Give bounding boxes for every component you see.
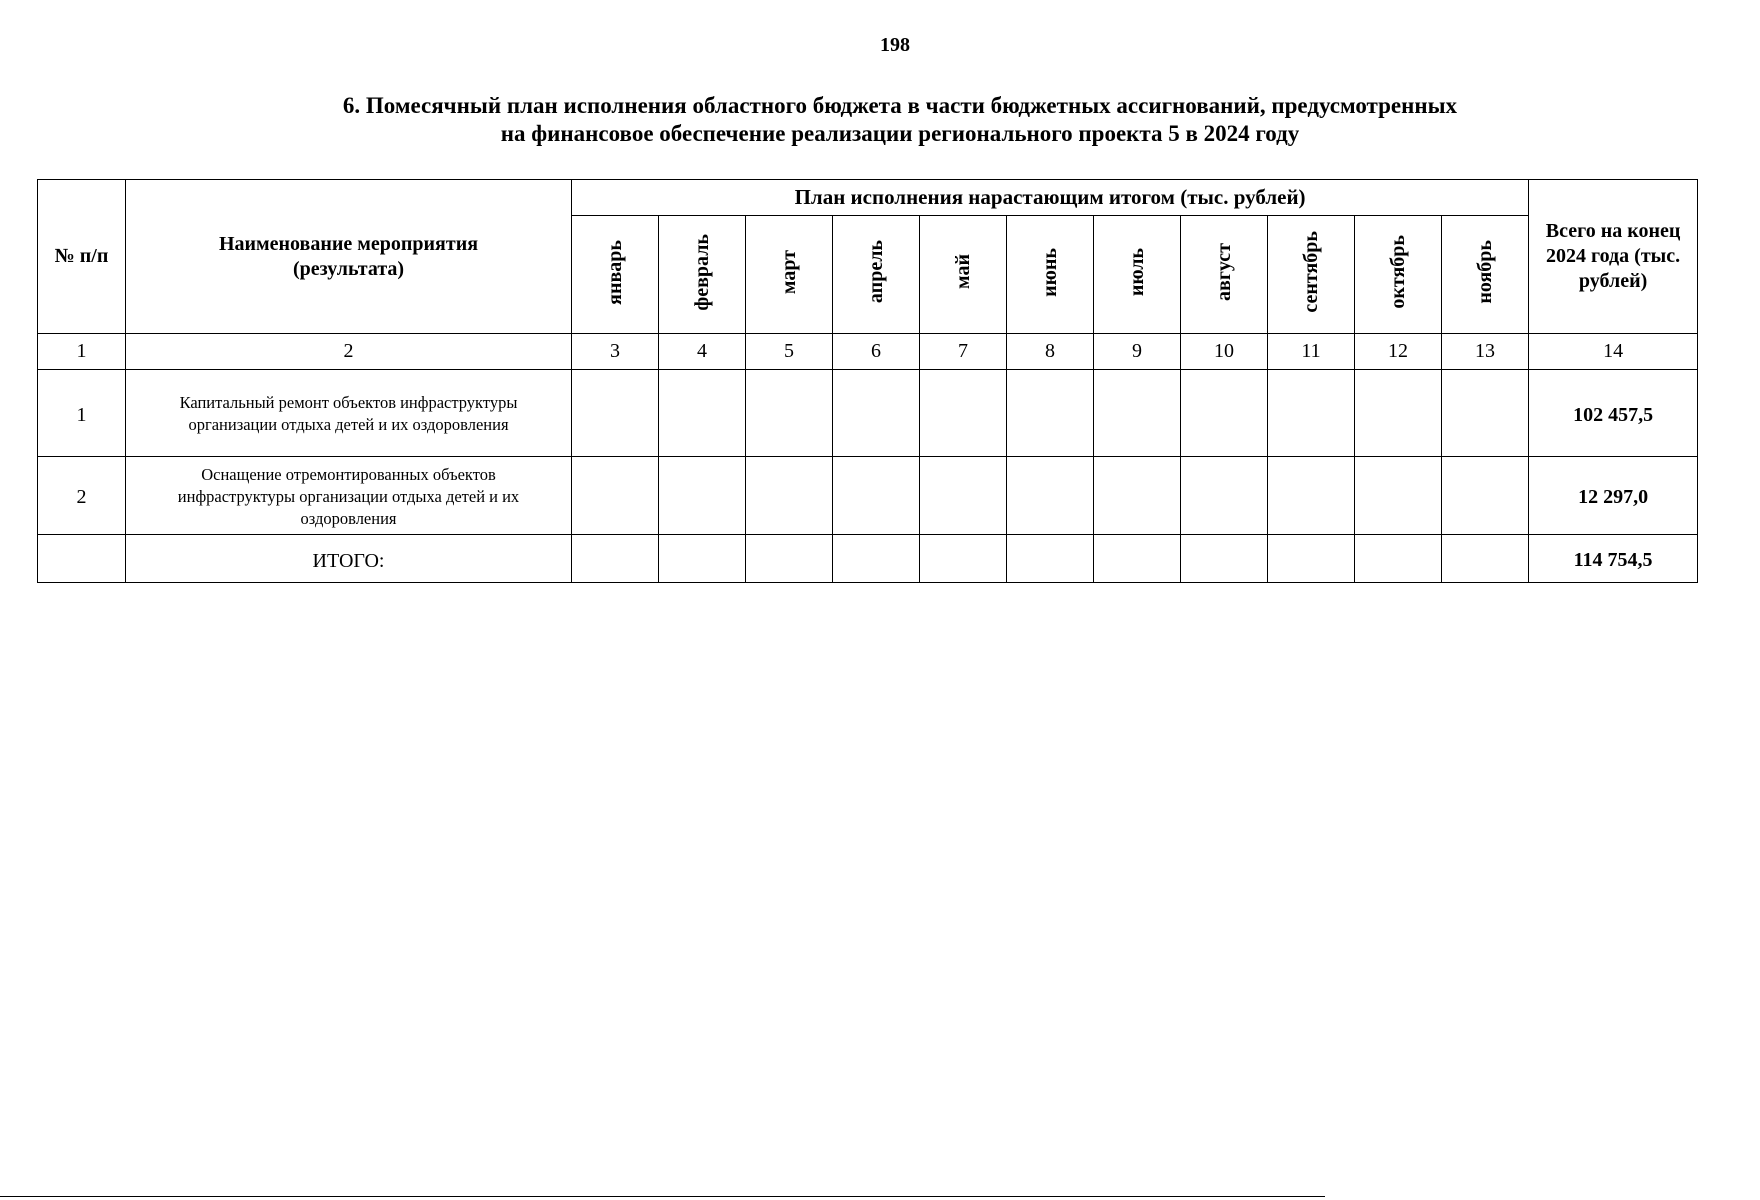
row-num: 1 bbox=[38, 370, 126, 457]
column-number: 4 bbox=[659, 334, 746, 370]
empty-cell bbox=[1181, 370, 1268, 457]
column-number: 12 bbox=[1355, 334, 1442, 370]
empty-cell bbox=[1094, 535, 1181, 583]
column-number: 10 bbox=[1181, 334, 1268, 370]
empty-cell bbox=[38, 535, 126, 583]
empty-cell bbox=[920, 457, 1007, 535]
summary-total: 114 754,5 bbox=[1529, 535, 1698, 583]
summary-label: ИТОГО: bbox=[126, 535, 572, 583]
monthly-plan-table bbox=[37, 179, 1698, 583]
month-label: октябрь bbox=[1386, 235, 1409, 309]
empty-cell bbox=[1007, 370, 1094, 457]
empty-cell bbox=[1094, 457, 1181, 535]
column-number: 11 bbox=[1268, 334, 1355, 370]
month-label: апрель bbox=[864, 240, 887, 304]
empty-cell bbox=[1268, 457, 1355, 535]
empty-cell bbox=[1007, 535, 1094, 583]
empty-cell bbox=[1268, 535, 1355, 583]
month-header bbox=[833, 216, 920, 334]
month-label: март bbox=[777, 249, 800, 295]
column-number: 8 bbox=[1007, 334, 1094, 370]
month-header bbox=[1442, 216, 1529, 334]
month-header bbox=[1268, 216, 1355, 334]
empty-cell bbox=[833, 535, 920, 583]
month-label: сентябрь bbox=[1299, 231, 1322, 313]
row-total: 12 297,0 bbox=[1529, 457, 1698, 535]
row-num: 2 bbox=[38, 457, 126, 535]
empty-cell bbox=[920, 535, 1007, 583]
month-label: январь bbox=[603, 239, 626, 305]
month-label: июнь bbox=[1038, 247, 1061, 297]
column-number: 7 bbox=[920, 334, 1007, 370]
title-line-1: 6. Помесячный план исполнения областного бюджета в части бюджетных ассигнований, предусмотренных bbox=[342, 93, 1458, 118]
document-title bbox=[120, 92, 1680, 148]
column-number: 5 bbox=[746, 334, 833, 370]
column-number: 14 bbox=[1529, 334, 1698, 370]
column-number: 1 bbox=[38, 334, 126, 370]
month-header bbox=[1181, 216, 1268, 334]
title-line-2: на финансовое обеспечение реализации регионального проекта 5 в 2024 году bbox=[500, 121, 1300, 146]
column-number: 9 bbox=[1094, 334, 1181, 370]
empty-cell bbox=[833, 457, 920, 535]
empty-cell bbox=[572, 457, 659, 535]
month-header bbox=[746, 216, 833, 334]
column-number: 3 bbox=[572, 334, 659, 370]
page-number: 198 bbox=[880, 34, 910, 56]
header-name: Наименование мероприятия (результата) bbox=[126, 180, 572, 334]
empty-cell bbox=[659, 370, 746, 457]
empty-cell bbox=[659, 535, 746, 583]
month-header bbox=[920, 216, 1007, 334]
empty-cell bbox=[1355, 457, 1442, 535]
empty-cell bbox=[746, 370, 833, 457]
header-total: Всего на конец 2024 года (тыс. рублей) bbox=[1529, 180, 1698, 334]
footer-rule bbox=[0, 1196, 1325, 1197]
empty-cell bbox=[572, 535, 659, 583]
month-header bbox=[1094, 216, 1181, 334]
month-header bbox=[572, 216, 659, 334]
row-name: Капитальный ремонт объектов инфраструктуры организации отдыха детей и их оздоровления bbox=[126, 370, 572, 457]
header-plan: План исполнения нарастающим итогом (тыс. рублей) bbox=[572, 180, 1529, 216]
summary-row bbox=[38, 535, 1698, 583]
table-row bbox=[38, 457, 1698, 535]
table-row bbox=[38, 370, 1698, 457]
column-numbers-row bbox=[38, 334, 1698, 370]
month-label: июль bbox=[1125, 247, 1148, 297]
empty-cell bbox=[1094, 370, 1181, 457]
empty-cell bbox=[746, 457, 833, 535]
month-header bbox=[1355, 216, 1442, 334]
month-label: май bbox=[951, 254, 974, 290]
row-name: Оснащение отремонтированных объектов инфраструктуры организации отдыха детей и их оздоровления bbox=[126, 457, 572, 535]
month-header bbox=[659, 216, 746, 334]
empty-cell bbox=[833, 370, 920, 457]
empty-cell bbox=[1355, 535, 1442, 583]
empty-cell bbox=[920, 370, 1007, 457]
month-label: август bbox=[1212, 243, 1235, 301]
empty-cell bbox=[1007, 457, 1094, 535]
empty-cell bbox=[1442, 457, 1529, 535]
empty-cell bbox=[746, 535, 833, 583]
column-number: 6 bbox=[833, 334, 920, 370]
row-total: 102 457,5 bbox=[1529, 370, 1698, 457]
empty-cell bbox=[659, 457, 746, 535]
empty-cell bbox=[1442, 370, 1529, 457]
month-label: ноябрь bbox=[1473, 240, 1496, 304]
empty-cell bbox=[1181, 535, 1268, 583]
empty-cell bbox=[1268, 370, 1355, 457]
empty-cell bbox=[1442, 535, 1529, 583]
month-label: февраль bbox=[690, 233, 713, 311]
empty-cell bbox=[1355, 370, 1442, 457]
empty-cell bbox=[572, 370, 659, 457]
column-number: 2 bbox=[126, 334, 572, 370]
column-number: 13 bbox=[1442, 334, 1529, 370]
header-num: № п/п bbox=[38, 180, 126, 334]
empty-cell bbox=[1181, 457, 1268, 535]
month-header bbox=[1007, 216, 1094, 334]
